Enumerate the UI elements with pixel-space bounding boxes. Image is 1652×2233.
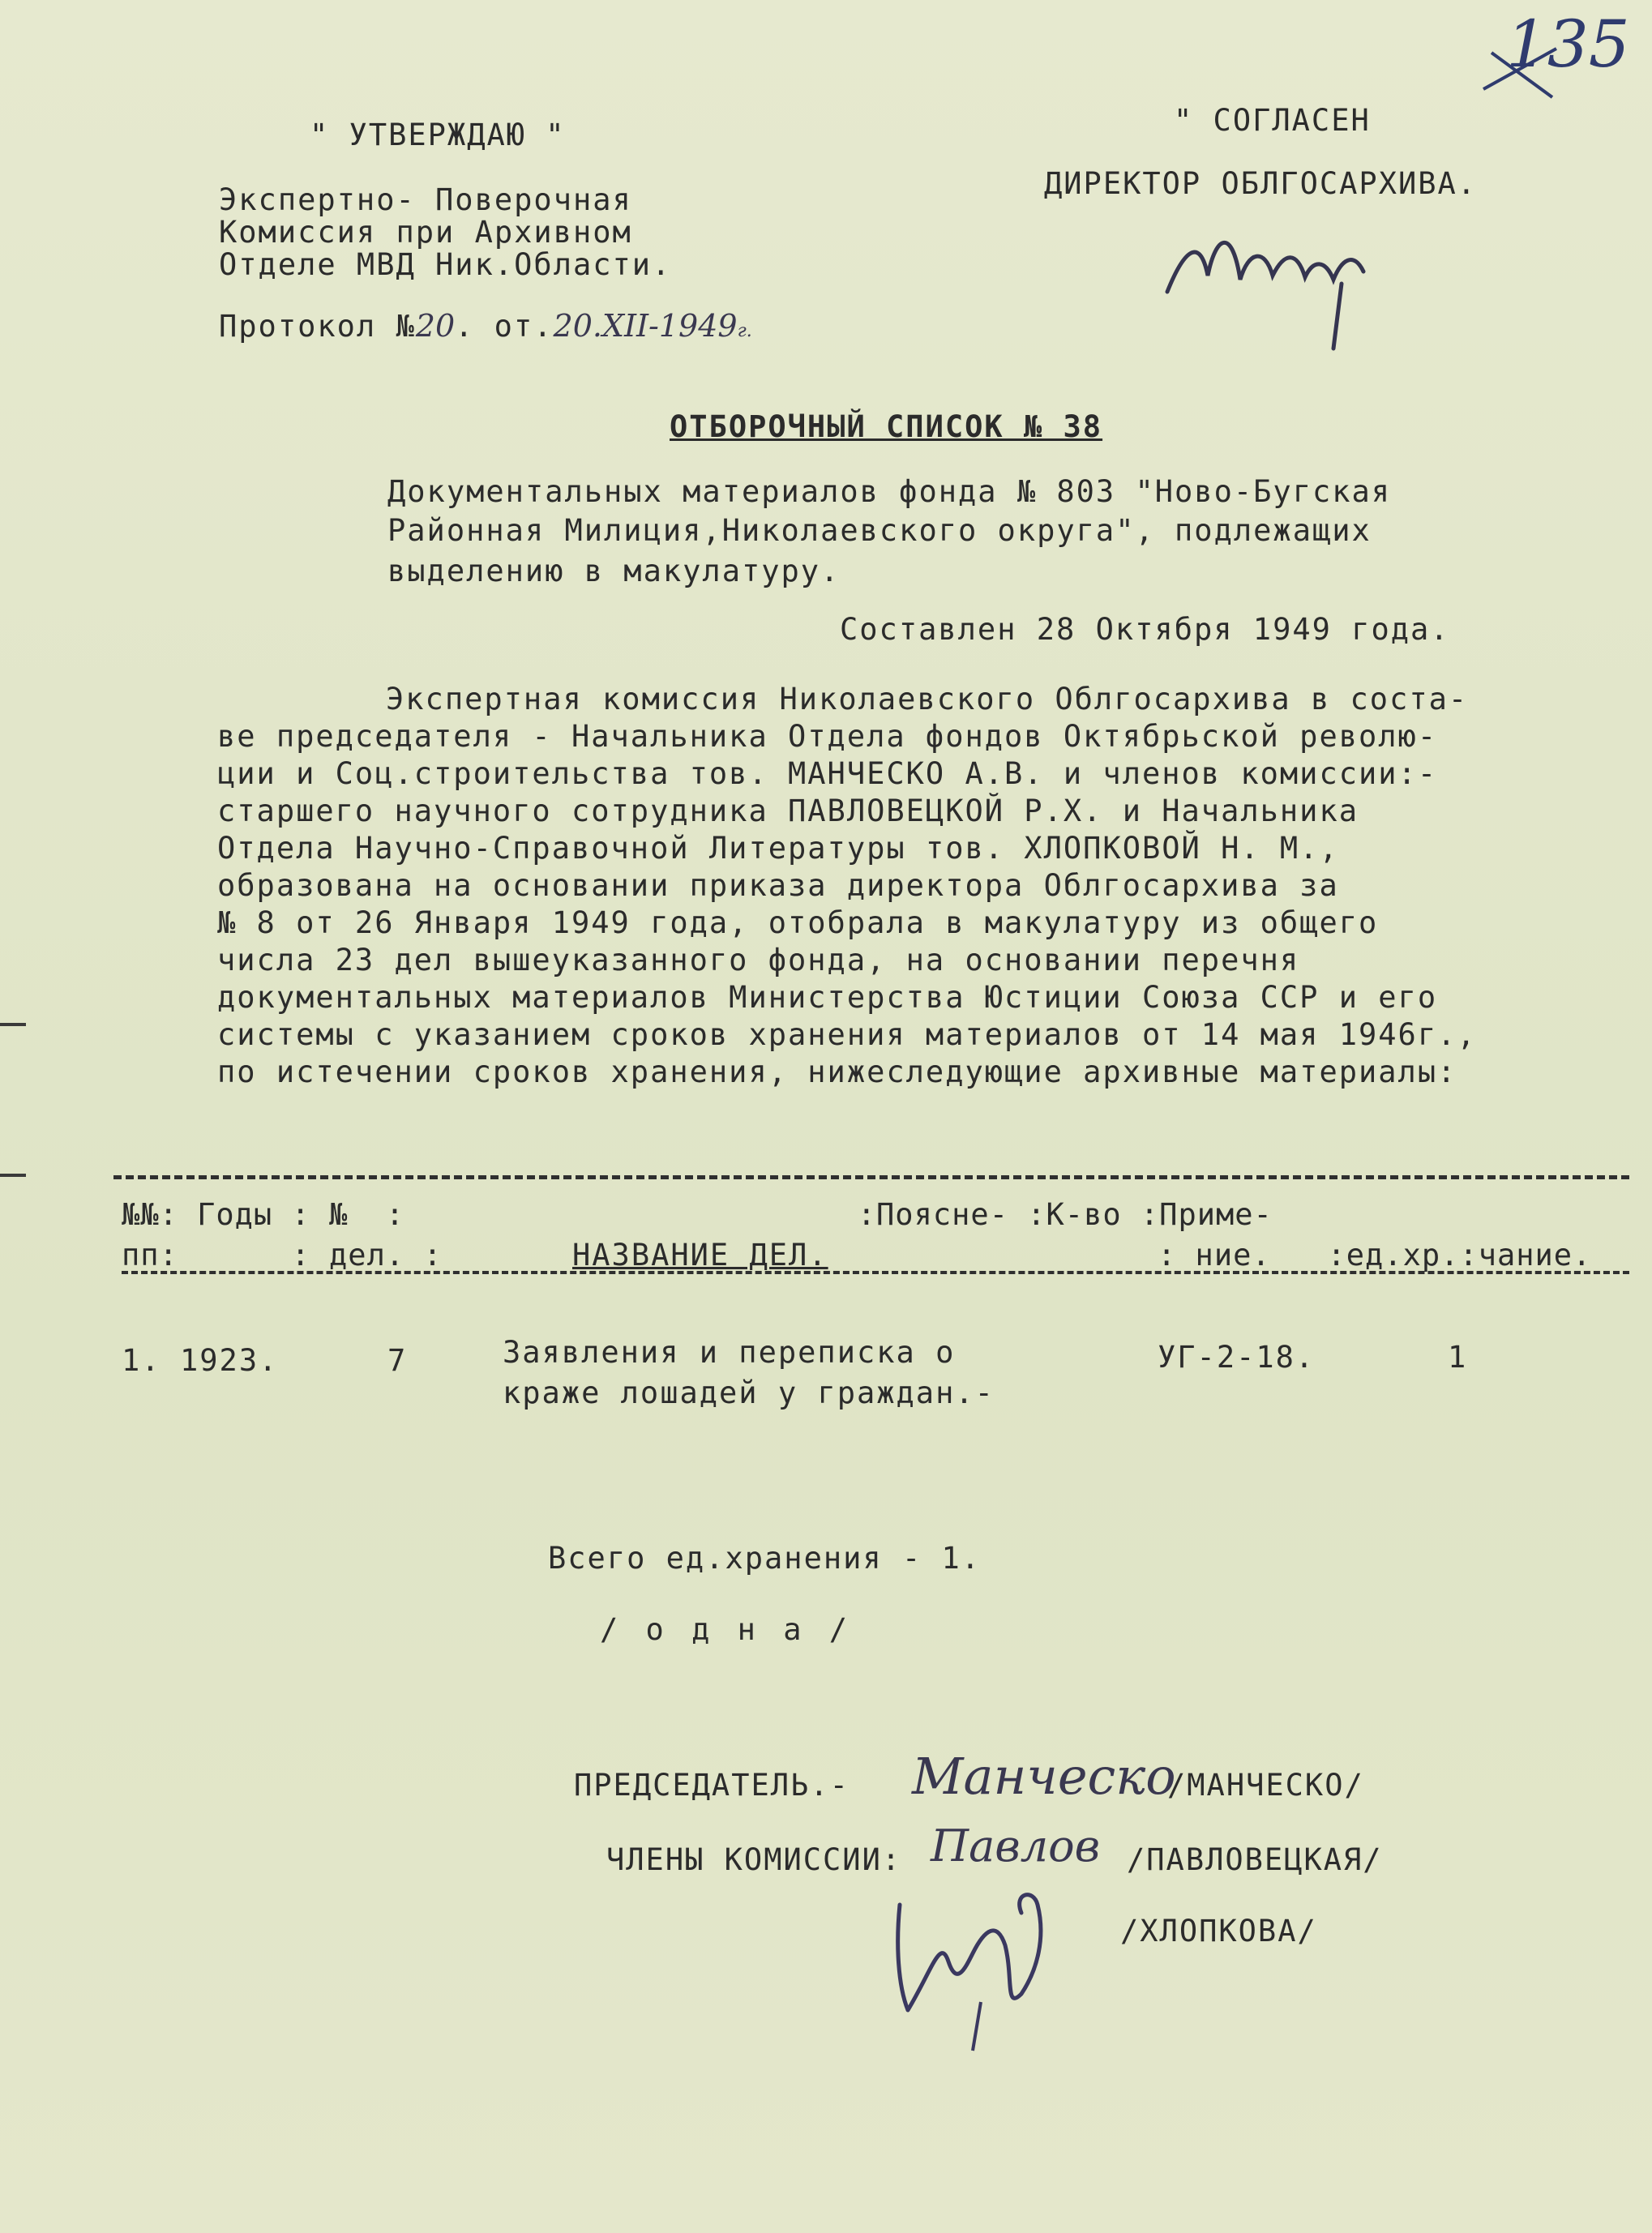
row-title-line-1: Заявления и переписка о (503, 1335, 956, 1370)
protocol-label: Протокол № (219, 309, 416, 344)
body-line-9: документальных материалов Министерства Юстиции Союза ССР и его (217, 980, 1438, 1015)
total-units: Всего ед.хранения - 1. (548, 1541, 982, 1576)
intro-line-2: Районная Милиция,Николаевского округа", подлежащих (387, 513, 1372, 548)
row-case-count: 7 (387, 1343, 408, 1378)
document-title: ОТБОРОЧНЫЙ СПИСОК № 38 (670, 409, 1103, 444)
page-number-strike (1475, 32, 1573, 105)
protocol-date: 20.XII-1949 (553, 308, 738, 344)
chairman-name: /МАНЧЕСКО/ (1167, 1768, 1364, 1803)
table-header-title: НАЗВАНИЕ ДЕЛ. (572, 1238, 828, 1273)
protocol-line (219, 308, 752, 344)
intro-line-3: выделению в макулатуру. (387, 554, 841, 588)
director-signature (1151, 203, 1394, 357)
body-line-8: числа 23 дел вышеуказанного фонда, на основании перечня (217, 943, 1300, 977)
binding-mark (0, 1174, 26, 1177)
row-note: УГ-2-18. (1158, 1340, 1316, 1375)
member-1-name: /ПАВЛОВЕЦКАЯ/ (1127, 1842, 1383, 1877)
row-title-line-2: краже лошадей у граждан.- (503, 1375, 995, 1410)
body-line-10: системы с указанием сроков хранения материалов от 14 мая 1946г., (217, 1017, 1477, 1052)
body-line-1: Экспертная комиссия Николаевского Облгосархива в соста- (386, 682, 1469, 717)
table-top-rule (113, 1175, 1629, 1179)
table-header-row-1: №№: Годы : № : :Поясне- :К-во :Приме- (122, 1197, 1273, 1232)
total-in-words: / о д н а / (600, 1612, 853, 1647)
body-line-5: Отдела Научно-Справочной Литературы тов. ХЛОПКОВОЙ Н. М., (217, 831, 1339, 866)
body-line-3: ции и Соц.строительства тов. МАНЧЕСКО А.В. и членов комиссии:- (217, 756, 1438, 791)
binding-mark (0, 1023, 26, 1026)
row-storage-count: 1 (1448, 1340, 1468, 1375)
body-line-4: старшего научного сотрудника ПАВЛОВЕЦКОЙ Р.Х. и Начальника (217, 794, 1359, 828)
member-1-signature: Павлов (931, 1820, 1101, 1872)
table-header-row-2: пп: : дел. : (122, 1238, 443, 1273)
members-label: ЧЛЕНЫ КОМИССИИ: (606, 1842, 902, 1877)
protocol-year-suffix: г. (737, 321, 752, 341)
approve-line-3: Отделе МВД Ник.Области. (219, 247, 672, 282)
approve-line-1: Экспертно- Поверочная (219, 182, 632, 217)
composed-date: Составлен 28 Октября 1949 года. (840, 612, 1450, 647)
member-2-name: /ХЛОПКОВА/ (1120, 1914, 1317, 1949)
approve-heading: " УТВЕРЖДАЮ " (310, 118, 566, 152)
protocol-from: . от. (455, 309, 554, 344)
protocol-number: 20 (415, 308, 456, 344)
row-year: 1923. (180, 1343, 279, 1378)
body-line-11: по истечении сроков хранения, нижеследующие архивные материалы: (217, 1054, 1457, 1089)
agree-title: ДИРЕКТОР ОБЛГОСАРХИВА. (1044, 166, 1478, 201)
row-number: 1. (122, 1343, 161, 1378)
body-line-6: образована на основании приказа директора Облгосархива за (217, 868, 1339, 903)
chairman-label: ПРЕДСЕДАТЕЛЬ.- (574, 1768, 850, 1803)
body-line-7: № 8 от 26 Января 1949 года, отобрала в макулатуру из общего (217, 905, 1379, 940)
agree-heading: " СОГЛАСЕН (1174, 103, 1371, 138)
member-2-signature (884, 1872, 1070, 2059)
approve-line-2: Комиссия при Архивном (219, 215, 632, 250)
intro-line-1: Документальных материалов фонда № 803 "Ново-Бугская (387, 474, 1392, 509)
body-line-2: ве председателя - Начальника Отдела фондов Октябрьской револю- (217, 719, 1438, 754)
page-number: 135 (1506, 6, 1630, 82)
table-header-row-2-right: : ние. :ед.хр.:чание. (1158, 1238, 1592, 1273)
chairman-signature: Манческо (912, 1747, 1176, 1806)
